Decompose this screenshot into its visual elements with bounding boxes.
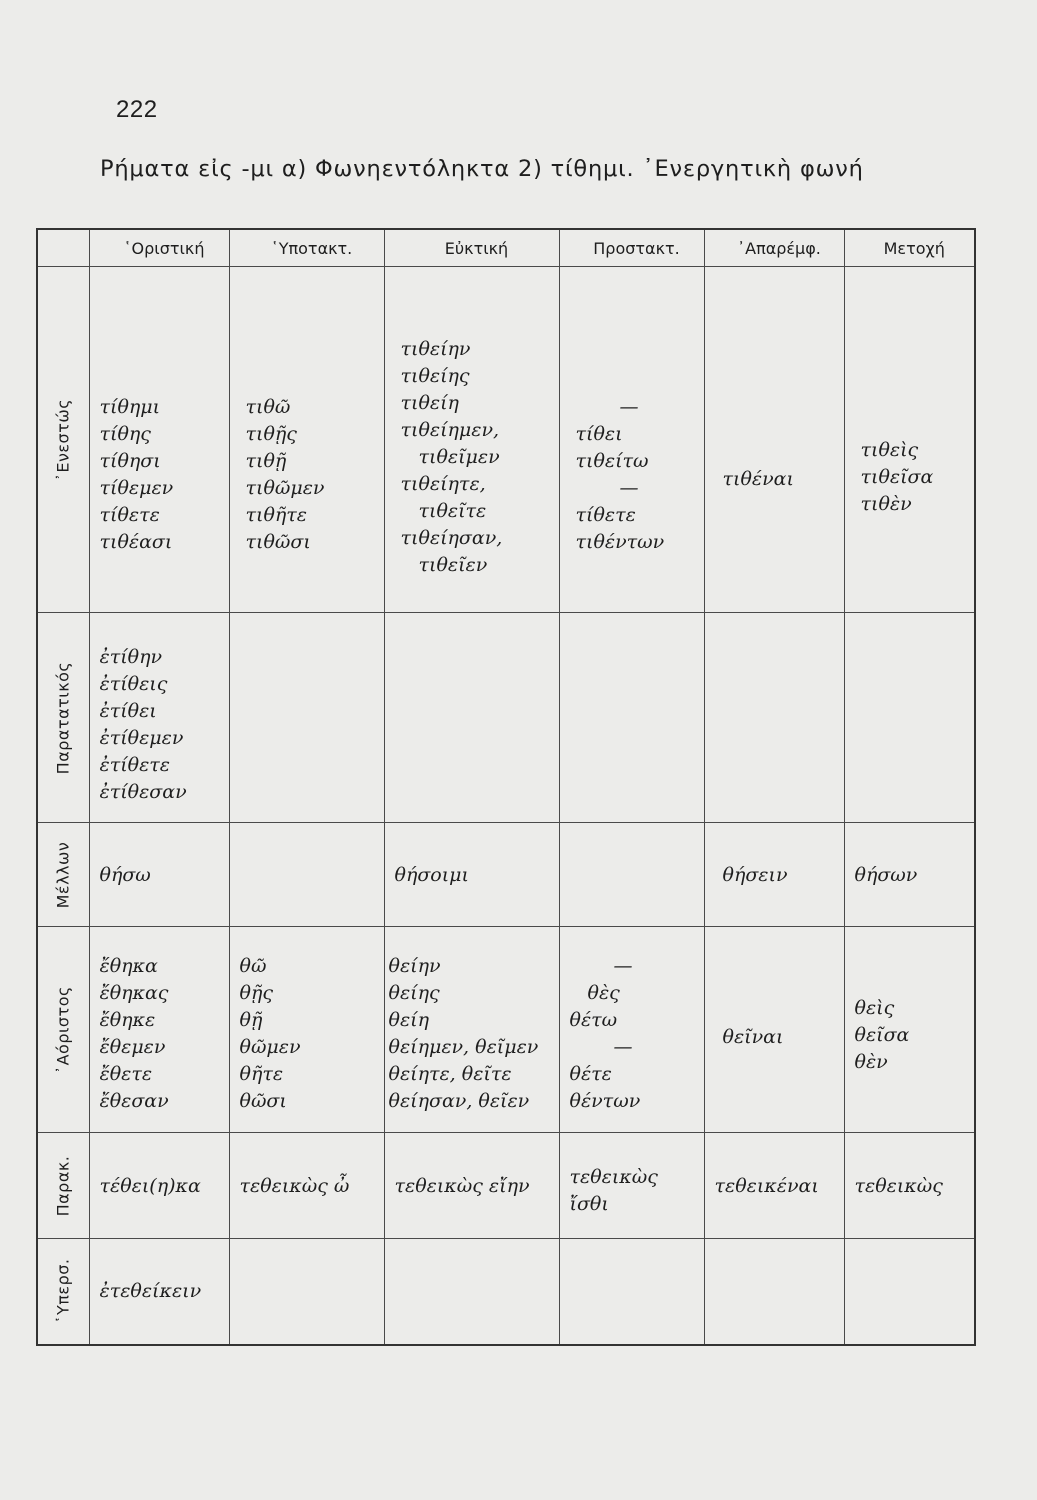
paratatikos-oristiki-cell: ἐτίθην ἐτίθεις ἐτίθει ἐτίθεμεν ἐτίθετε ἐτίθεσαν [89,613,229,823]
paratatikos-metochi-cell [844,613,975,823]
row-header-aoristos: ᾿Αόριστος [37,927,89,1133]
mellon-oristiki-cell: θήσω [89,823,229,927]
aoristos-ypotakt-cell: θῶ θῇς θῇ θῶμεν θῆτε θῶσι [229,927,384,1133]
parakeimenos-oristiki-cell: τέθει(η)κα [89,1133,229,1239]
page-title: Ρήματα εἰς -μι α) Φωνηεντόληκτα 2) τίθημι. ᾿Ενεργητικὴ φωνή [100,156,864,182]
enestos-aparemf-cell: τιθέναι [704,267,844,613]
paratatikos-aparemf-cell [704,613,844,823]
enestos-euktiki-cell: τιθείην τιθείης τιθείη τιθείημεν, τιθεῖμεν τιθείητε, τιθεῖτε τιθείησαν, τιθεῖεν [384,267,559,613]
parakeimenos-prostakt-cell: τεθεικὼς ἴσθι [559,1133,704,1239]
col-header-aparemf: ᾿Απαρέμφ. [704,229,844,267]
aoristos-oristiki-cell: ἔθηκα ἔθηκας ἔθηκε ἔθεμεν ἔθετε ἔθεσαν [89,927,229,1133]
aoristos-aparemf-cell: θεῖναι [704,927,844,1133]
enestos-oristiki-cell: τίθημι τίθης τίθησι τίθεμεν τίθετε τιθέασι [89,267,229,613]
row-parakeimenos [37,1133,975,1239]
col-header-euktiki: Εὐκτική [384,229,559,267]
mellon-prostakt-cell [559,823,704,927]
parakeimenos-ypotakt-cell: τεθεικὼς ὦ [229,1133,384,1239]
row-header-parakeimenos: Παρακ. [37,1133,89,1239]
row-enestos [37,267,975,613]
row-mellon [37,823,975,927]
ypersynt-ypotakt-cell [229,1239,384,1345]
row-header-mellon: Μέλλων [37,823,89,927]
row-header-ypersynt: ῾Υπερσ. [37,1239,89,1345]
row-header-enestos: ᾿Ενεστώς [37,267,89,613]
paratatikos-euktiki-cell [384,613,559,823]
aoristos-prostakt-cell: — θὲς θέτω — θέτε θέντων [559,927,704,1133]
ypersynt-euktiki-cell [384,1239,559,1345]
enestos-metochi-cell: τιθεὶς τιθεῖσα τιθὲν [844,267,975,613]
col-header-prostakt: Προστακτ. [559,229,704,267]
col-header-metochi: Μετοχή [844,229,975,267]
header-row [37,229,975,267]
col-header-oristiki: ῾Οριστική [89,229,229,267]
row-aoristos [37,927,975,1133]
ypersynt-oristiki-cell: ἐτεθείκειν [89,1239,229,1345]
enestos-ypotakt-cell: τιθῶ τιθῇς τιθῇ τιθῶμεν τιθῆτε τιθῶσι [229,267,384,613]
parakeimenos-metochi-cell: τεθεικὼς [844,1133,975,1239]
enestos-prostakt-cell: — τίθει τιθείτω — τίθετε τιθέντων [559,267,704,613]
mellon-aparemf-cell: θήσειν [704,823,844,927]
paratatikos-prostakt-cell [559,613,704,823]
row-header-paratatikos: Παρατατικός [37,613,89,823]
conjugation-table [36,228,976,1346]
aoristos-metochi-cell: θεὶς θεῖσα θὲν [844,927,975,1133]
parakeimenos-euktiki-cell: τεθεικὼς εἴην [384,1133,559,1239]
corner-cell [37,229,89,267]
page-number: 222 [116,96,158,123]
mellon-metochi-cell: θήσων [844,823,975,927]
parakeimenos-aparemf-cell: τεθεικέναι [704,1133,844,1239]
mellon-ypotakt-cell [229,823,384,927]
ypersynt-metochi-cell [844,1239,975,1345]
mellon-euktiki-cell: θήσοιμι [384,823,559,927]
row-paratatikos [37,613,975,823]
col-header-ypotakt: ῾Υποτακτ. [229,229,384,267]
ypersynt-aparemf-cell [704,1239,844,1345]
row-ypersynt [37,1239,975,1345]
aoristos-euktiki-cell: θείην θείης θείη θείημεν, θεῖμεν θείητε, θεῖτε θείησαν, θεῖεν [384,927,559,1133]
paratatikos-ypotakt-cell [229,613,384,823]
ypersynt-prostakt-cell [559,1239,704,1345]
